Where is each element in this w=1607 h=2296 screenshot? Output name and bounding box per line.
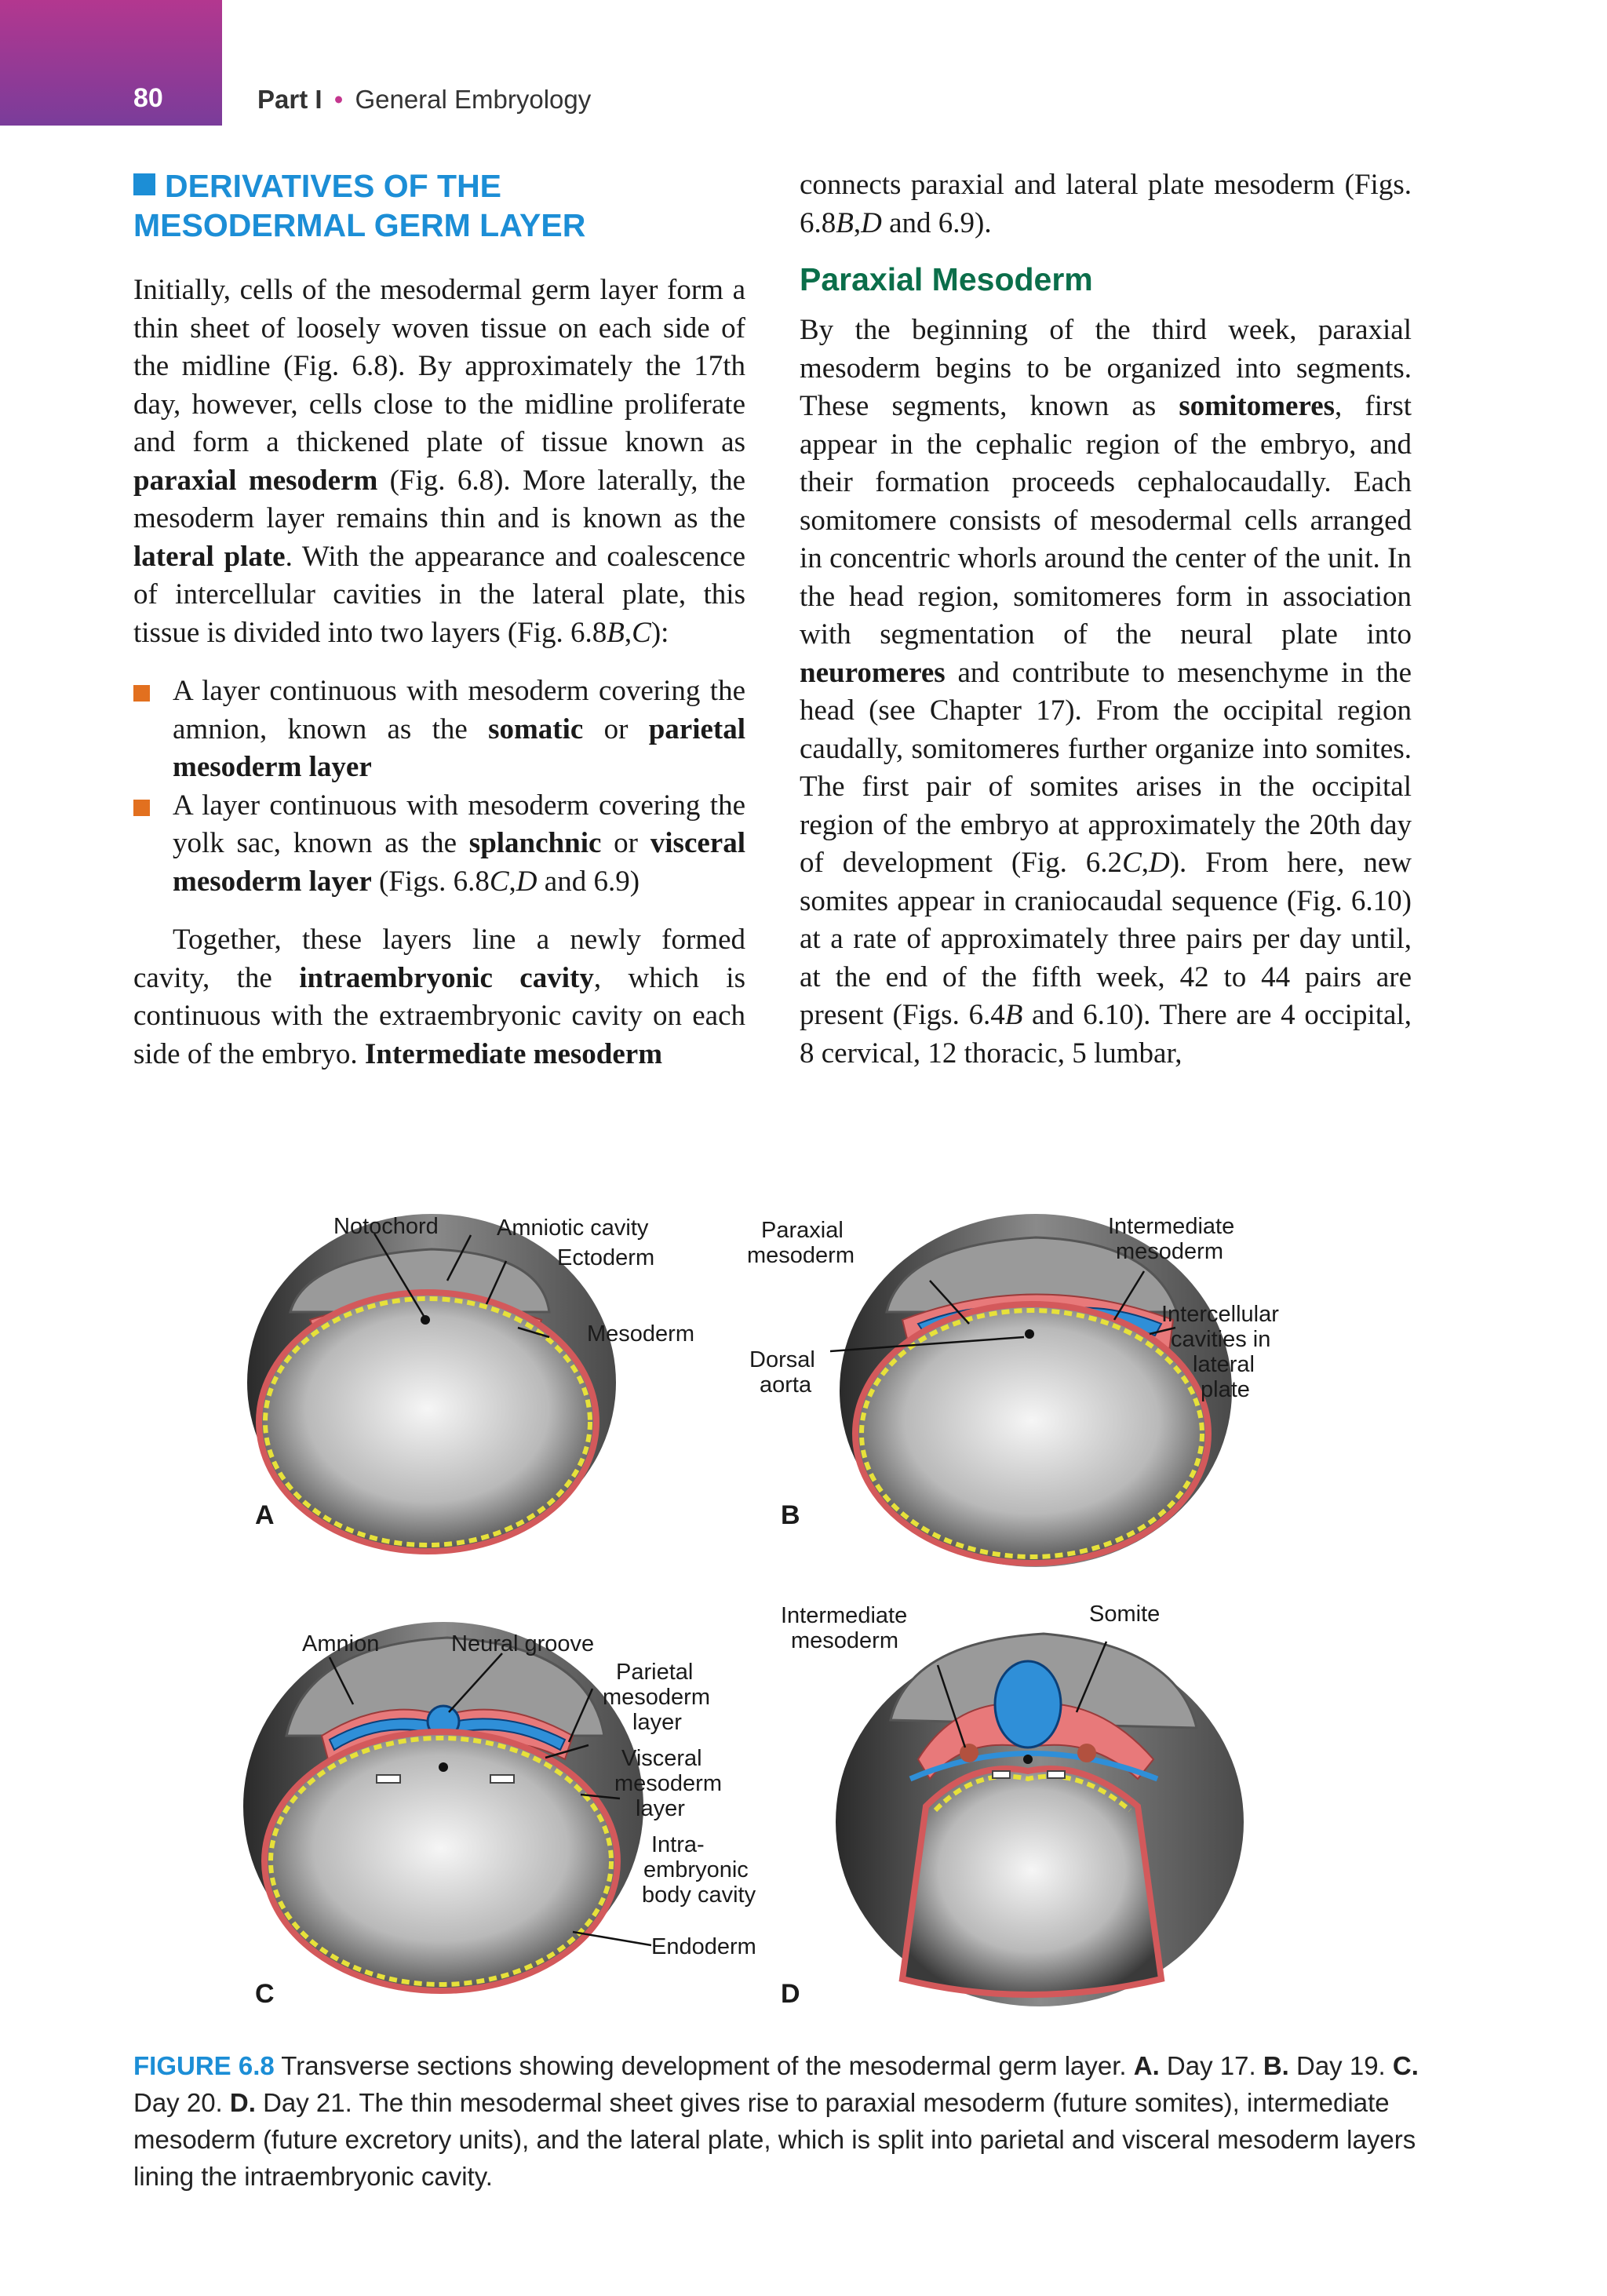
label-visceral-3: layer (636, 1796, 685, 1821)
panel-d-drawing (836, 1634, 1244, 2006)
label-visceral-1: Visceral (621, 1746, 702, 1771)
panel-letter-a: A (255, 1500, 275, 1530)
label-intra-2: embryonic (643, 1857, 749, 1882)
bullet-item-somatic (133, 672, 745, 787)
paragraph-continued: connects paraxial and lateral plate mesoderm (Figs. 6.8B,D and 6.9). (800, 169, 1412, 239)
label-intra-1: Intra- (651, 1832, 705, 1857)
panel-letter-b: B (781, 1500, 800, 1530)
paragraph-1: Initially, cells of the mesodermal germ layer form a thin sheet of loosely woven tissue on each side of the midline (Fig. 6.8). By approximately the 17th day, however, cells close to the midline proliferate and form a thickened plate of tissue known as paraxial mesoderm (Fig. 6.8). More laterally, the mesoderm layer remains thin and is known as the lateral plate. With the appearance and coalescence of intercellular cavities in the lateral plate, this tissue is divided into two layers (Fig. 6.8B,C): (133, 274, 745, 649)
section-heading-line1: DERIVATIVES OF THE (165, 168, 502, 204)
label-parietal-2: mesoderm (603, 1685, 710, 1710)
label-parietal-3: layer (632, 1710, 682, 1735)
label-intercellular-4: plate (1201, 1377, 1250, 1402)
running-head-title: General Embryology (355, 85, 592, 114)
right-column (800, 166, 1412, 1073)
page-number: 80 (133, 83, 163, 113)
paragraph-3: By the beginning of the third week, paraxial mesoderm begins to be organized into segments. These segments, known as somitomeres, first appear in the cephalic region of the embryo, and their formation proceeds cephalocaudally. Each somitomere consists of mesodermal cells arranged in concentric whorls around the center of the unit. In the head region, somitomeres form in association with segmentation of the neural plate into neuromeres and contribute to mesenchyme in the head (see Chapter 17). From the occipital region caudally, somitomeres further organize into somites. The first pair of somites arises in the occipital region of the embryo at approximately the 20th day of development (Fig. 6.2C,D). From here, new somites appear in craniocaudal sequence (Fig. 6.10) at a rate of approximately three pairs per day until, at the end of the fifth week, 42 to 44 pairs are present (Figs. 6.4B and 6.10). There are 4 occipital, 8 cervical, 12 thoracic, 5 lumbar, (800, 314, 1412, 1070)
paragraph-2: Together, these layers line a newly formed cavity, the intraembryonic cavity, which is continuous with the extraembryonic cavity on each side of the embryo. Intermediate mesoderm (133, 924, 745, 1070)
left-column (133, 166, 745, 1073)
label-dorsal-2: aorta (760, 1372, 812, 1398)
bullet-text-splanchnic: A layer continuous with mesoderm covering the yolk sac, known as the splanchnic or visceral mesoderm layer (Figs. 6.8C,D and 6.9) (173, 789, 745, 898)
running-head-part: Part I (257, 85, 322, 114)
label-intra-3: body cavity (642, 1882, 756, 1908)
figure-6-8 (235, 1194, 1491, 2010)
bullet-square-icon (133, 685, 150, 702)
label-intermediate-b-1: Intermediate (1108, 1214, 1235, 1239)
running-head (257, 85, 591, 115)
label-intercellular-1: Intercellular (1161, 1302, 1279, 1327)
label-intermediate-d-1: Intermediate (781, 1603, 908, 1628)
running-head-separator: • (333, 85, 344, 114)
bullet-list (133, 672, 745, 901)
header-color-bar (0, 0, 222, 126)
heading-square-icon (133, 173, 155, 195)
section-heading (133, 166, 745, 245)
panel-c-drawing (243, 1622, 643, 1991)
panel-letter-d: D (781, 1979, 800, 2009)
panel-letter-c: C (255, 1979, 275, 2009)
label-paraxial-1: Paraxial (761, 1218, 844, 1243)
label-intermediate-d-2: mesoderm (791, 1628, 898, 1653)
figure-illustration (235, 1194, 1491, 2010)
bullet-square-icon (133, 800, 150, 816)
label-ectoderm: Ectoderm (557, 1245, 655, 1270)
caption-label: FIGURE 6.8 (133, 2051, 275, 2080)
label-amnion: Amnion (302, 1631, 380, 1656)
subheading-paraxial-mesoderm: Paraxial Mesoderm (800, 261, 1093, 297)
label-intercellular-3: lateral (1193, 1352, 1255, 1377)
bullet-item-splanchnic (133, 787, 745, 902)
label-endoderm: Endoderm (651, 1934, 756, 1959)
label-dorsal-1: Dorsal (749, 1347, 815, 1372)
label-somite: Somite (1089, 1602, 1161, 1627)
bullet-text-somatic: A layer continuous with mesoderm covering the amnion, known as the somatic or parietal mesoderm layer (173, 675, 745, 783)
label-visceral-2: mesoderm (614, 1771, 722, 1796)
label-intercellular-2: cavities in (1171, 1327, 1271, 1352)
panel-b-drawing (840, 1214, 1235, 1567)
figure-caption: FIGURE 6.8 Transverse sections showing development of the mesodermal germ layer. A. Day 17. B. Day 19. C. Day 20. D. Day 21. The thin mesodermal sheet gives rise to paraxial mesoderm (future somites), intermediate mesoderm (future excretory units), and the lateral plate, which is split into parietal and visceral mesoderm layers lining the intraembryonic cavity. (133, 2051, 1419, 2191)
label-mesoderm: Mesoderm (587, 1321, 694, 1347)
section-heading-line2: MESODERMAL GERM LAYER (133, 207, 586, 243)
label-intermediate-b-2: mesoderm (1116, 1239, 1223, 1264)
label-neural-groove: Neural groove (451, 1631, 595, 1656)
label-amniotic-cavity: Amniotic cavity (497, 1215, 649, 1241)
label-parietal-1: Parietal (616, 1660, 694, 1685)
label-notochord: Notochord (333, 1214, 439, 1239)
label-paraxial-2: mesoderm (747, 1243, 855, 1268)
